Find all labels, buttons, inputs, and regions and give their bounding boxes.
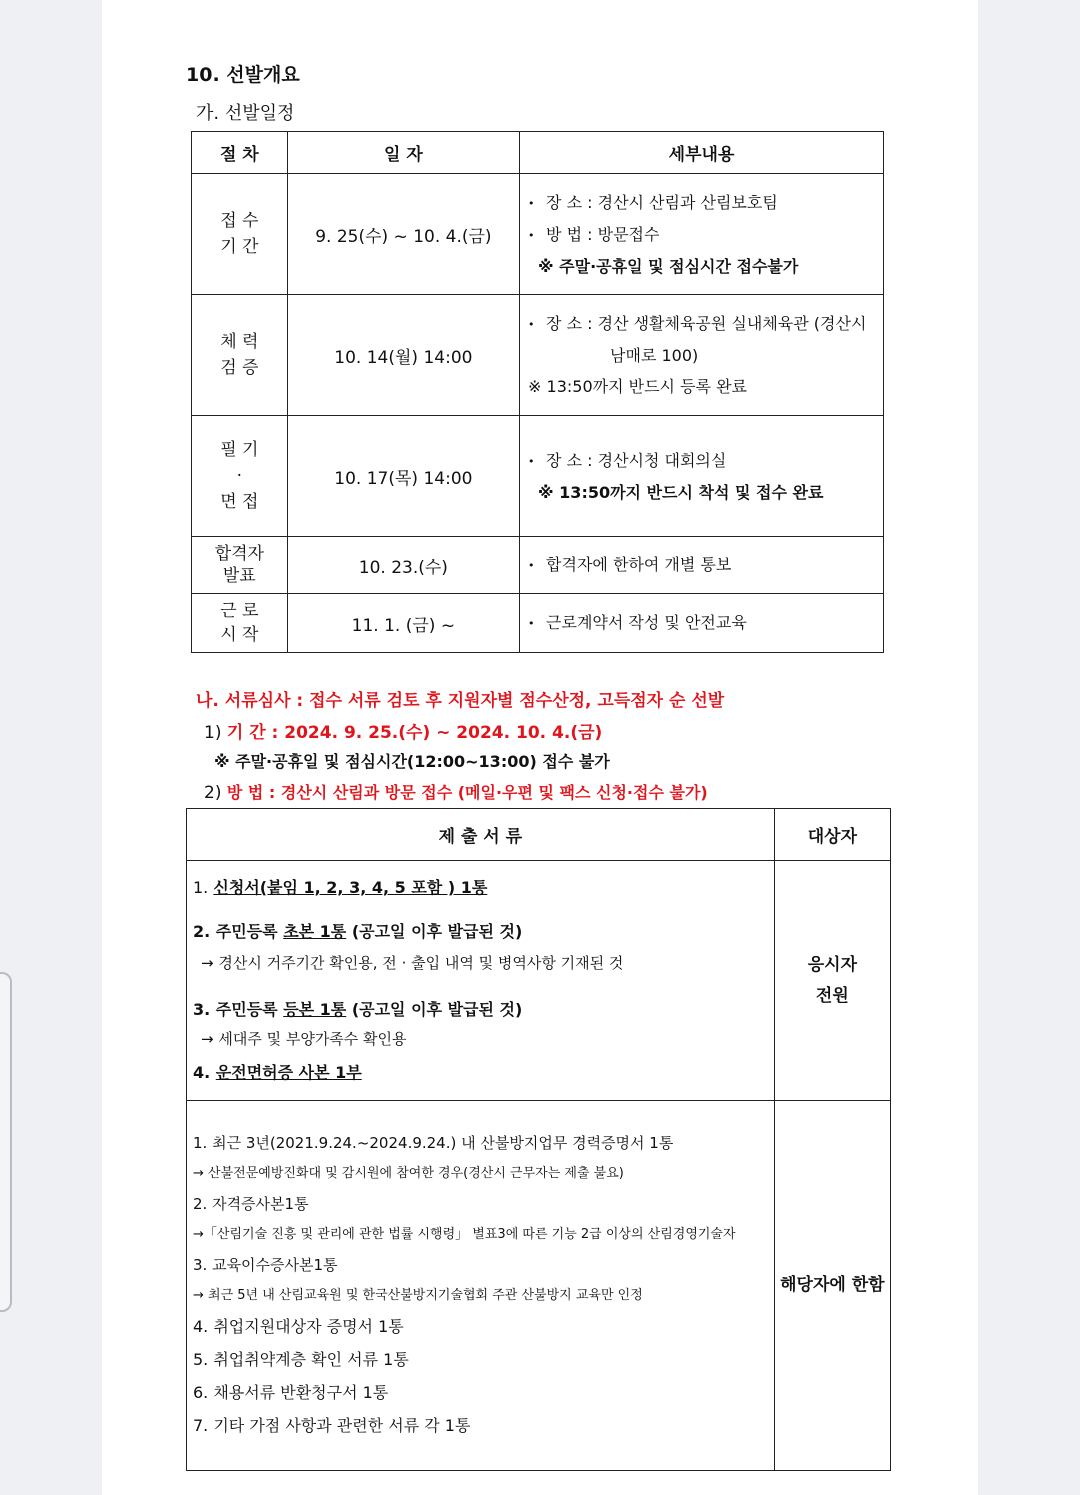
target-applicable-only: 해당자에 한함 — [774, 1101, 890, 1471]
optional-documents-cell — [187, 1101, 775, 1471]
detail-line: 남매로 100) — [610, 346, 699, 365]
list-number: 1) — [204, 723, 222, 743]
step-cell — [192, 174, 288, 295]
step-line: 합격자 — [214, 544, 264, 564]
schedule-row — [192, 594, 884, 653]
doc-item: 3. 주민등록 등본 1통 (공고일 이후 발급된 것) — [193, 1000, 523, 1019]
documents-header-row — [187, 809, 891, 861]
doc-item: 3. 교육이수증사본1통 — [193, 1256, 338, 1274]
detail-note: ※ 13:50까지 반드시 착석 및 접수 완료 — [538, 482, 824, 502]
schedule-row — [192, 174, 884, 295]
header-date: 일 자 — [287, 132, 519, 174]
bullet-icon: • — [528, 454, 535, 468]
date-cell: 10. 23.(수) — [287, 537, 519, 594]
schedule-header-row — [192, 132, 884, 174]
review-period: 기 간 : 2024. 9. 25.(수) ~ 2024. 10. 4.(금) — [226, 723, 603, 743]
doc-sub-note: → 경산시 거주기간 확인용, 전 · 출입 내역 및 병역사항 기재된 것 — [201, 954, 624, 972]
doc-item: 5. 취업취약계층 확인 서류 1통 — [193, 1350, 409, 1369]
step-cell — [192, 416, 288, 537]
detail-note: ※ 주말·공휴일 및 점심시간 접수불가 — [538, 256, 799, 276]
date-cell: 11. 1. (금) ~ — [287, 594, 519, 653]
detail-cell — [520, 174, 884, 295]
detail-cell — [520, 537, 884, 594]
detail-cell — [520, 416, 884, 537]
doc-sub-note: → 산불전문예방진화대 및 감시원에 참여한 경우(경산시 근무자는 제출 불요) — [193, 1166, 624, 1181]
schedule-row — [192, 295, 884, 416]
date-cell: 10. 17(목) 14:00 — [287, 416, 519, 537]
header-step: 절 차 — [192, 132, 288, 174]
required-documents-cell — [187, 861, 775, 1101]
header-detail: 세부내용 — [520, 132, 884, 174]
target-all-applicants: 응시자 전원 — [774, 861, 890, 1101]
step-line: 면 접 — [220, 492, 259, 512]
bullet-icon: • — [528, 559, 535, 572]
step-line: 발표 — [222, 566, 256, 586]
subsection-b-title: 나. 서류심사 : 접수 서류 검토 후 지원자별 점수산정, 고득점자 순 선발 — [196, 691, 725, 711]
schedule-table — [191, 131, 884, 653]
documents-table — [186, 808, 891, 1471]
documents-row — [187, 861, 891, 1101]
step-line: 접 수 — [220, 211, 259, 231]
date-cell: 9. 25(수) ~ 10. 4.(금) — [287, 174, 519, 295]
detail-line: 합격자에 한하여 개별 통보 — [546, 555, 732, 574]
step-line: 근 로 — [220, 601, 259, 621]
doc-sub-note: →「산림기술 진흥 및 관리에 관한 법률 시행령」 별표3에 따른 기능 2급 이상의 산림경영기술자 — [193, 1227, 736, 1242]
documents-row — [187, 1101, 891, 1471]
step-line: 필 기 — [220, 440, 259, 460]
detail-line: 장 소 : 경산시청 대회의실 — [546, 450, 727, 470]
bullet-icon: • — [528, 318, 535, 331]
header-target: 대상자 — [774, 809, 890, 861]
review-method-line — [204, 780, 708, 803]
review-period-line — [204, 718, 602, 743]
step-line: 체 력 — [220, 332, 259, 352]
doc-item: 1. 신청서(붙임 1, 2, 3, 4, 5 포함 ) 1통 — [193, 878, 488, 897]
detail-line: 장 소 : 경산시 산림과 산림보호팀 — [546, 192, 778, 212]
date-cell: 10. 14(월) 14:00 — [287, 295, 519, 416]
list-number: 2) — [204, 783, 222, 803]
header-documents: 제 출 서 류 — [187, 809, 775, 861]
doc-sub-note: → 세대주 및 부양가족수 확인용 — [201, 1030, 407, 1048]
doc-item: 4. 취업지원대상자 증명서 1통 — [193, 1317, 404, 1336]
step-line: 시 작 — [220, 625, 259, 645]
doc-item: 2. 주민등록 초본 1통 (공고일 이후 발급된 것) — [193, 922, 523, 941]
doc-sub-note: → 최근 5년 내 산림교육원 및 한국산불방지기술협회 주관 산불방지 교육만 인정 — [193, 1288, 643, 1303]
bullet-icon: • — [528, 617, 535, 630]
subsection-a-title: 가. 선발일정 — [196, 103, 295, 124]
step-cell — [192, 295, 288, 416]
step-cell — [192, 537, 288, 594]
detail-line: 장 소 : 경산 생활체육공원 실내체육관 (경산시 — [546, 314, 867, 333]
doc-item: 2. 자격증사본1통 — [193, 1195, 309, 1213]
review-method: 방 법 : 경산시 산림과 방문 접수 (메일·우편 및 팩스 신청·접수 불가) — [226, 783, 708, 802]
detail-line: 방 법 : 방문접수 — [546, 224, 660, 244]
schedule-row — [192, 537, 884, 594]
step-line: 검 증 — [220, 358, 259, 378]
bullet-icon: • — [528, 196, 535, 210]
doc-item: 4. 운전면허증 사본 1부 — [193, 1063, 362, 1082]
detail-cell — [520, 295, 884, 416]
schedule-row — [192, 416, 884, 537]
step-line: 기 간 — [220, 237, 259, 257]
step-cell — [192, 594, 288, 653]
doc-item: 7. 기타 가점 사항과 관련한 서류 각 1통 — [193, 1416, 471, 1435]
review-note: ※ 주말·공휴일 및 점심시간(12:00~13:00) 접수 불가 — [214, 752, 610, 771]
step-line: · — [236, 466, 243, 486]
bullet-icon: • — [528, 228, 535, 242]
section-title: 10. 선발개요 — [186, 64, 300, 86]
detail-line: 근로계약서 작성 및 안전교육 — [546, 613, 747, 632]
doc-item: 6. 채용서류 반환청구서 1통 — [193, 1383, 389, 1402]
side-panel-handle[interactable] — [0, 972, 12, 1312]
doc-item: 1. 최근 3년(2021.9.24.~2024.9.24.) 내 산불방지업무 경력증명서 1통 — [193, 1134, 674, 1152]
detail-cell — [520, 594, 884, 653]
detail-note: ※ 13:50까지 반드시 등록 완료 — [528, 377, 748, 396]
